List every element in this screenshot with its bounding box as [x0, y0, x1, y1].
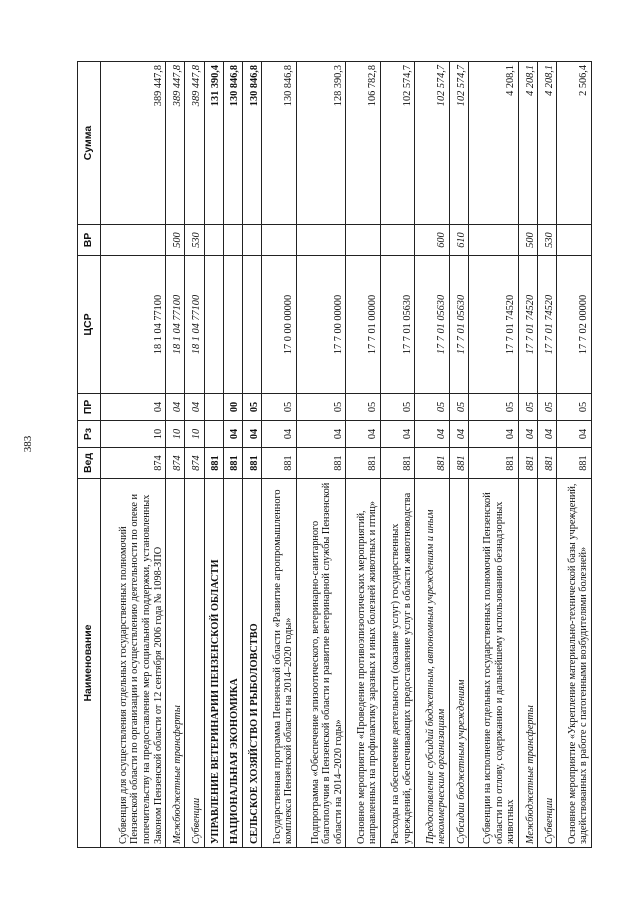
cell-csr — [204, 256, 223, 394]
cell-pr: 05 — [242, 394, 261, 421]
cell-rz: 10 — [185, 421, 204, 448]
cell-pr: 05 — [518, 394, 537, 421]
cell-sum: 130 846,8 — [262, 62, 297, 225]
cell-vr — [204, 225, 223, 256]
cell-sum: 2 506,4 — [557, 62, 592, 225]
table-row — [223, 62, 242, 848]
table-row — [346, 62, 381, 848]
cell-name: Подпрограмма «Обеспечение эпизоотического, ветеринарно-санитарного благополучия в Пензенской области и развитие ветеринарной службы Пензенской области на 2014–2020 годы» — [296, 479, 346, 848]
cell-pr: 05 — [557, 394, 592, 421]
cell-rz: 04 — [518, 421, 537, 448]
cell-sum: 131 390,4 — [204, 62, 223, 225]
cell-pr — [204, 394, 223, 421]
cell-vr — [380, 225, 415, 256]
cell-rz: 04 — [449, 421, 468, 448]
cell-name: Межбюджетные трансферты — [518, 479, 537, 848]
cell-sum: 128 390,3 — [296, 62, 346, 225]
cell-name: Расходы на обеспечение деятельности (оказание услуг) государственных учреждений, обеспечивающих предоставление услуг в области животноводства — [380, 479, 415, 848]
cell-name: Основное мероприятие «Укрепление материально-технической базы учреждений, задействованных в работе с патогенными возбудителями болезней» — [557, 479, 592, 848]
cell-name: Предоставление субсидий бюджетным, автономным учреждениям и иным некоммерческим организациям — [415, 479, 450, 848]
cell-sum: 389 447,8 — [101, 62, 166, 225]
cell-sum: 389 447,8 — [166, 62, 185, 225]
cell-ved: 874 — [166, 448, 185, 479]
cell-csr: 18 1 04 77100 — [166, 256, 185, 394]
cell-ved: 881 — [469, 448, 519, 479]
cell-sum: 102 574,7 — [380, 62, 415, 225]
cell-vr — [262, 225, 297, 256]
cell-ved: 881 — [557, 448, 592, 479]
cell-rz: 04 — [223, 421, 242, 448]
cell-rz — [204, 421, 223, 448]
cell-rz: 04 — [242, 421, 261, 448]
cell-csr: 17 7 01 05630 — [449, 256, 468, 394]
cell-pr: 05 — [469, 394, 519, 421]
table-row — [469, 62, 519, 848]
cell-vr: 600 — [415, 225, 450, 256]
cell-csr: 17 7 00 00000 — [296, 256, 346, 394]
header-ved: Вед — [78, 448, 101, 479]
cell-csr — [242, 256, 261, 394]
cell-rz: 04 — [380, 421, 415, 448]
table-row — [415, 62, 450, 848]
cell-ved: 881 — [449, 448, 468, 479]
table-row — [166, 62, 185, 848]
header-csr: ЦСР — [78, 256, 101, 394]
table-row — [538, 62, 557, 848]
cell-name: НАЦИОНАЛЬНАЯ ЭКОНОМИКА — [223, 479, 242, 848]
cell-pr: 04 — [166, 394, 185, 421]
cell-name: УПРАВЛЕНИЕ ВЕТЕРИНАРИИ ПЕНЗЕНСКОЙ ОБЛАСТИ — [204, 479, 223, 848]
cell-rz: 04 — [557, 421, 592, 448]
cell-name: Субвенции на исполнение отдельных государственных полномочий Пензенской области по отлову, содержанию и дальнейшему использованию безнадзорных животных — [469, 479, 519, 848]
cell-name: Субсидии бюджетным учреждениям — [449, 479, 468, 848]
cell-pr: 05 — [346, 394, 381, 421]
cell-ved: 874 — [101, 448, 166, 479]
cell-name: Основное мероприятие «Проведение противоэпизоотических мероприятий, направленных на профилактику заразных и иных болезней животных и птиц» — [346, 479, 381, 848]
cell-ved: 881 — [415, 448, 450, 479]
cell-sum: 102 574,7 — [449, 62, 468, 225]
cell-csr: 17 7 01 05630 — [415, 256, 450, 394]
cell-rz: 04 — [346, 421, 381, 448]
table-row — [242, 62, 261, 848]
cell-csr: 18 1 04 77100 — [101, 256, 166, 394]
cell-sum: 4 208,1 — [518, 62, 537, 225]
cell-csr: 17 7 01 74520 — [518, 256, 537, 394]
cell-pr: 00 — [223, 394, 242, 421]
header-pr: ПР — [78, 394, 101, 421]
cell-ved: 874 — [185, 448, 204, 479]
cell-ved: 881 — [538, 448, 557, 479]
cell-vr: 530 — [185, 225, 204, 256]
cell-pr: 04 — [101, 394, 166, 421]
table-row — [380, 62, 415, 848]
cell-pr: 05 — [538, 394, 557, 421]
page-number: 383 — [22, 435, 34, 453]
cell-sum: 130 846,8 — [223, 62, 242, 225]
cell-pr: 05 — [415, 394, 450, 421]
cell-csr — [223, 256, 242, 394]
cell-csr: 17 7 01 74520 — [469, 256, 519, 394]
cell-pr: 04 — [185, 394, 204, 421]
cell-pr: 05 — [449, 394, 468, 421]
cell-vr — [242, 225, 261, 256]
cell-rz: 04 — [262, 421, 297, 448]
cell-vr: 500 — [166, 225, 185, 256]
cell-ved: 881 — [242, 448, 261, 479]
cell-rz: 04 — [296, 421, 346, 448]
cell-ved: 881 — [223, 448, 242, 479]
header-rz: Рз — [78, 421, 101, 448]
budget-table — [77, 61, 592, 848]
cell-pr: 05 — [262, 394, 297, 421]
cell-csr: 18 1 04 77100 — [185, 256, 204, 394]
header-vr: ВР — [78, 225, 101, 256]
table-row — [101, 62, 166, 848]
cell-vr — [223, 225, 242, 256]
table-row — [518, 62, 537, 848]
budget-table-container — [77, 62, 592, 848]
table-row — [449, 62, 468, 848]
cell-rz: 04 — [469, 421, 519, 448]
table-header-row — [78, 62, 101, 848]
cell-csr: 17 7 01 05630 — [380, 256, 415, 394]
cell-csr: 17 7 01 74520 — [538, 256, 557, 394]
cell-vr — [469, 225, 519, 256]
cell-name: Межбюджетные трансферты — [166, 479, 185, 848]
table-row — [185, 62, 204, 848]
cell-name: Субвенция для осуществления отдельных государственных полномочий Пензенской области по организации и осуществлению деятельности по опеке и попечительству на предоставление мер социальной поддержки, установленных Законом Пензенской области от 12 сентября 2006 года № 1098-ЗПО — [101, 479, 166, 848]
cell-csr: 17 0 00 00000 — [262, 256, 297, 394]
header-sum: Сумма — [78, 62, 101, 225]
cell-rz: 10 — [166, 421, 185, 448]
cell-name: Субвенции — [538, 479, 557, 848]
cell-sum: 4 208,1 — [469, 62, 519, 225]
cell-name: СЕЛЬСКОЕ ХОЗЯЙСТВО И РЫБОЛОВСТВО — [242, 479, 261, 848]
cell-vr — [101, 225, 166, 256]
cell-sum: 106 782,8 — [346, 62, 381, 225]
cell-ved: 881 — [380, 448, 415, 479]
cell-rz: 04 — [415, 421, 450, 448]
cell-ved: 881 — [262, 448, 297, 479]
cell-sum: 4 208,1 — [538, 62, 557, 225]
cell-name: Субвенции — [185, 479, 204, 848]
cell-ved: 881 — [346, 448, 381, 479]
cell-pr: 05 — [380, 394, 415, 421]
cell-csr: 17 7 02 00000 — [557, 256, 592, 394]
cell-vr — [346, 225, 381, 256]
cell-vr: 500 — [518, 225, 537, 256]
cell-rz: 04 — [538, 421, 557, 448]
cell-vr — [296, 225, 346, 256]
cell-ved: 881 — [518, 448, 537, 479]
cell-ved: 881 — [204, 448, 223, 479]
table-row — [296, 62, 346, 848]
cell-sum: 389 447,8 — [185, 62, 204, 225]
cell-vr — [557, 225, 592, 256]
table-row — [557, 62, 592, 848]
cell-pr: 05 — [296, 394, 346, 421]
cell-rz: 10 — [101, 421, 166, 448]
cell-vr: 530 — [538, 225, 557, 256]
cell-sum: 130 846,8 — [242, 62, 261, 225]
table-row — [204, 62, 223, 848]
cell-vr: 610 — [449, 225, 468, 256]
cell-ved: 881 — [296, 448, 346, 479]
cell-csr: 17 7 01 00000 — [346, 256, 381, 394]
table-row — [262, 62, 297, 848]
cell-sum: 102 574,7 — [415, 62, 450, 225]
header-name: Наименование — [78, 479, 101, 848]
cell-name: Государственная программа Пензенской области «Развитие агропромышленного комплекса Пензенской области на 2014–2020 годы» — [262, 479, 297, 848]
